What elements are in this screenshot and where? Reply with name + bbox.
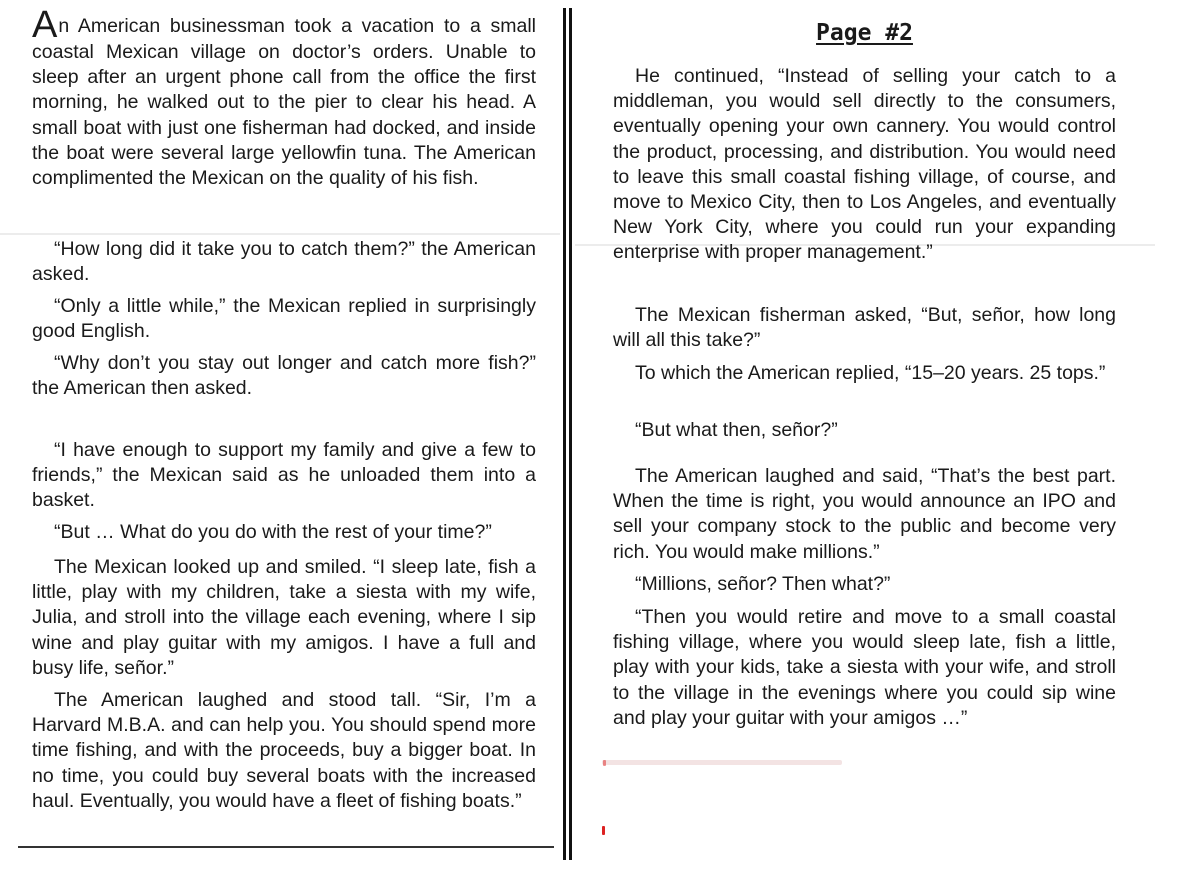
- paragraph-1-text: n American businessman took a vacation to a small coastal Mexican village on doctor’s orders. Unable to sleep after an urgent phone call from the office the first morning, he walked out to the pier to clear his head. A small boat with just one fisherman had docked, and inside the boat were several large yellowfin tuna. The American complimented the Mexican on the quality of his fish.: [32, 15, 536, 190]
- paragraph-1: [32, 4, 536, 191]
- paragraph-6: “But … What do you do with the rest of your time?”: [54, 521, 492, 543]
- page-heading: Page #2: [816, 20, 913, 46]
- paragraph-5: The American laughed and said, “That’s the best part. When the time is right, you would announce an IPO and sell your company stock to the public and become very rich. You would make millions.”: [613, 465, 1116, 563]
- paragraph-7: The Mexican looked up and smiled. “I sleep late, fish a little, play with my children, take a siesta with my wife, Julia, and stroll into the village each evening, where I sip wine and play guitar with my amigos. I have a full and busy life, señor.”: [32, 556, 536, 679]
- paragraph-7: “Then you would retire and move to a small coastal fishing village, where you would sleep late, fish a little, play with your kids, take a siesta with your wife, and stroll to the village in the evenings where you could sip wine and play your guitar with your amigos …”: [613, 606, 1116, 729]
- page-seam-left: [0, 233, 560, 235]
- paragraph-2: “How long did it take you to catch them?” the American asked.: [32, 238, 536, 286]
- paragraph-3: “Only a little while,” the Mexican replied in surprisingly good English.: [32, 295, 536, 343]
- drop-cap: A: [32, 4, 58, 46]
- scan-speck: [602, 826, 605, 835]
- column-divider-left: [563, 8, 566, 860]
- paragraph-1: He continued, “Instead of selling your catch to a middleman, you would sell directly to the consumers, eventually opening your own cannery. You would control the product, processing, and distribution. You would need to leave this small coastal fishing village, of course, and move to Mexico City, then to Los Angeles, and eventually New York City, where you could run your expanding enterprise with proper management.”: [613, 65, 1116, 264]
- scan-artifact: [602, 760, 842, 765]
- paragraph-2: The Mexican fisherman asked, “But, señor, how long will all this take?”: [613, 304, 1116, 352]
- paragraph-4: “Why don’t you stay out longer and catch more fish?” the American then asked.: [32, 352, 536, 400]
- paragraph-3: To which the American replied, “15–20 years. 25 tops.”: [635, 362, 1106, 384]
- scan-speck: [603, 760, 606, 766]
- paragraph-6: “Millions, señor? Then what?”: [635, 573, 891, 595]
- paragraph-5: “I have enough to support my family and give a few to friends,” the Mexican said as he unloaded them into a basket.: [32, 439, 536, 512]
- paragraph-8: The American laughed and stood tall. “Sir, I’m a Harvard M.B.A. and can help you. You should spend more time fishing, and with the proceeds, buy a bigger boat. In no time, you could buy several boats with the increased haul. Eventually, you would have a fleet of fishing boats.”: [32, 689, 536, 812]
- paragraph-4: “But what then, señor?”: [635, 419, 838, 441]
- column-divider-right: [569, 8, 572, 860]
- bottom-rule: [18, 846, 554, 848]
